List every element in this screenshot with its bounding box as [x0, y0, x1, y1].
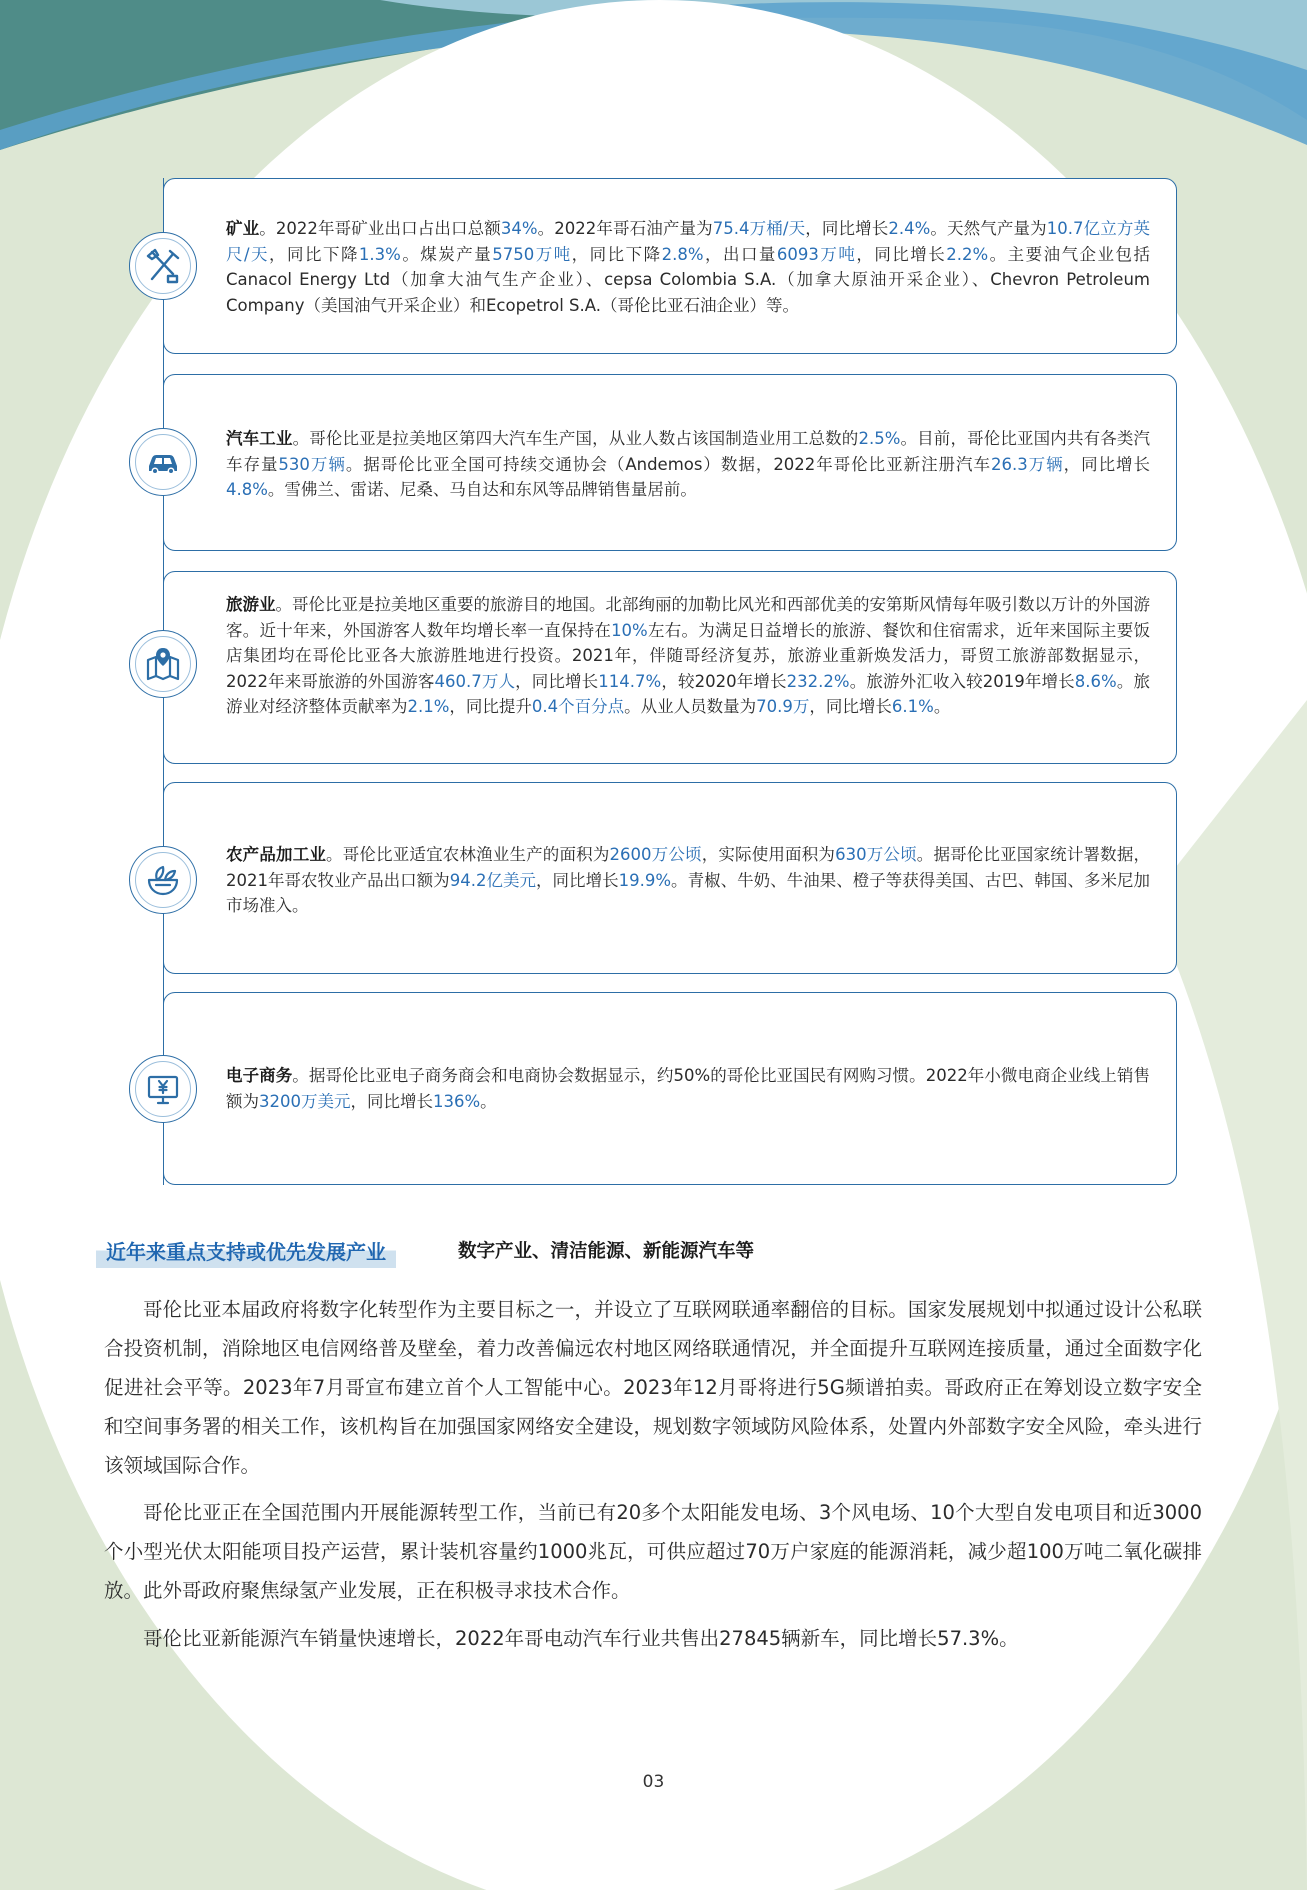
card-ecommerce: [163, 992, 1177, 1185]
card-body: [226, 595, 1150, 716]
highlight-figure: 10.7亿立方英尺/天: [226, 219, 1150, 264]
paragraph-digital: 哥伦比亚本届政府将数字化转型作为主要目标之一，并设立了互联网联通率翻倍的目标。国家发展规划中拟通过设计公私联合投资机制，消除地区电信网络普及壁垒，着力改善偏远农村地区网络联通情况，并全面提升互联网连接质量，通过全面数字化促进社会平等。2023年7月哥宣布建立首个人工智能中心。2023年12月哥将进行5G频谱拍卖。哥政府正在筹划设立数字安全和空间事务署的相关工作，该机构旨在加强国家网络安全建设，规划数字领域防风险体系，处置内外部数字安全风险，牵头进行该领域国际合作。: [104, 1298, 1202, 1477]
card-body-text: 。: [933, 697, 951, 716]
highlight-figure: 6.1%: [891, 697, 934, 716]
highlight-figure: 26.3万辆: [990, 454, 1064, 474]
highlight-figure: 10%: [611, 620, 648, 640]
card-automotive: [163, 374, 1177, 551]
paragraph-ev: 哥伦比亚新能源汽车销量快速增长，2022年哥电动汽车行业共售出27845辆新车，同比增长57.3%。: [143, 1627, 1019, 1650]
card-tourism: [163, 571, 1177, 764]
card-body-text: ，同比下降: [269, 244, 359, 264]
highlight-figure: 2600万公顷: [609, 845, 702, 864]
page-number: 03: [642, 1772, 665, 1792]
card-body-text: 。青椒、牛奶、牛油果、橙子等获得美国、古巴、韩国、多米尼加市场准入。: [226, 870, 1151, 915]
section-value: 数字产业、清洁能源、新能源汽车等: [458, 1241, 755, 1262]
card-body-text: ，同比下降: [571, 244, 662, 264]
card-body-text: 。2022年哥石油产量为: [537, 219, 713, 238]
highlight-figure: 2.8%: [661, 244, 704, 264]
highlight-figure: 630万公顷: [835, 845, 917, 864]
card-body-text: 。哥伦比亚是拉美地区第四大汽车生产国，从业人数占该国制造业用工总数的: [292, 429, 859, 448]
highlight-figure: 2.1%: [407, 697, 450, 716]
card-body-text: ，实际使用面积为: [701, 845, 836, 864]
card-body-text: 。从业人员数量为: [624, 697, 757, 716]
card-body-text: ，同比增长: [515, 671, 599, 691]
card-body-text: ，出口量: [703, 244, 777, 264]
card-body-text: ，同比提升: [449, 697, 532, 716]
highlight-figure: 0.4个百分点: [531, 697, 625, 716]
highlight-figure: 75.4万桶/天: [712, 219, 806, 238]
highlight-figure: 530万辆: [278, 454, 346, 474]
section-label: 近年来重点支持或优先发展产业: [96, 1236, 396, 1268]
highlight-figure: 2.4%: [888, 219, 931, 238]
card-body: [226, 219, 1150, 315]
card-body-text: 左右。为满足日益增长的旅游、餐饮和住宿需求，近年来国际主要饭店集团均在哥伦比亚各大旅游胜地进行投资。2021年，伴随哥经济复苏，旅游业重新焕发活力，哥贸工旅游部数据显示，2022年来哥旅游的外国游客: [226, 620, 1151, 691]
monitor-yen-icon: [129, 1055, 197, 1123]
highlight-figure: 136%: [433, 1091, 481, 1111]
card-agro-processing: [163, 782, 1177, 974]
card-body-text: ，同比增长: [809, 697, 892, 716]
card-title: 矿业: [226, 219, 260, 238]
card-body-text: 。目前，哥伦比亚国内共有各类汽车存量: [226, 429, 1151, 474]
paragraph-energy: 哥伦比亚正在全国范围内开展能源转型工作，当前已有20多个太阳能发电场、3个风电场、10个大型自发电项目和近3000个小型光伏太阳能项目投产运营，累计装机容量约1000兆瓦，可供应超过70万户家庭的能源消耗，减少超100万吨二氧化碳排放。此外哥政府聚焦绿氢产业发展，正在积极寻求技术合作。: [104, 1501, 1202, 1602]
highlight-figure: 4.8%: [226, 480, 268, 499]
map-pin-icon: [129, 630, 197, 698]
card-text: [226, 216, 1150, 318]
card-body-text: 。据哥伦比亚全国可持续交通协会（Andemos）数据，2022年哥伦比亚新注册汽车: [345, 454, 991, 474]
highlight-figure: 5750万吨: [492, 244, 572, 264]
card-text: [226, 842, 1150, 919]
highlight-figure: 34%: [500, 219, 538, 238]
card-title: 农产品加工业: [226, 845, 327, 864]
highlight-figure: 70.9万: [756, 697, 810, 716]
card-text: [226, 1063, 1150, 1114]
card-mining: [163, 178, 1177, 354]
card-body-text: 。据哥伦比亚电子商务商会和电商协会数据显示，约50%的哥伦比亚国民有网购习惯。2022年小微电商企业线上销售额为: [226, 1066, 1150, 1111]
highlight-figure: 19.9%: [618, 870, 672, 890]
card-body: [226, 1066, 1150, 1111]
mining-tools-icon: [129, 232, 197, 300]
card-body-text: 。旅游业对经济整体贡献率为: [226, 671, 1150, 716]
highlight-figure: 460.7万人: [434, 671, 516, 691]
card-title: 电子商务: [226, 1066, 293, 1085]
card-body-text: ，同比增长: [350, 1091, 433, 1111]
card-body: [226, 845, 1150, 915]
card-body-text: 。据哥伦比亚国家统计署数据，2021年哥农牧业产品出口额为: [226, 845, 1151, 890]
card-body-text: 。旅游外汇收入较2019年增长: [849, 671, 1075, 691]
highlight-figure: 94.2亿美元: [449, 870, 537, 890]
card-body-text: ，同比增长: [536, 870, 619, 890]
card-text: [226, 426, 1150, 503]
card-body-text: 。雪佛兰、雷诺、尼桑、马自达和东风等品牌销售量居前。: [267, 480, 697, 499]
leaf-basket-icon: [129, 846, 197, 914]
highlight-figure: 114.7%: [598, 671, 662, 691]
card-body-text: 。: [480, 1091, 497, 1111]
card-body-text: ，同比增长: [1063, 454, 1151, 474]
card-body-text: 。主要油气企业包括Canacol Energy Ltd（加拿大油气生产企业）、cepsa Colombia S.A.（加拿大原油开采企业）、Chevron Petroleum Company（美国油气开采企业）和Ecopetrol S.A.（哥伦比亚石油企业）等。: [226, 244, 1151, 315]
card-title: 汽车工业: [226, 429, 293, 448]
highlight-figure: 2.5%: [858, 429, 901, 448]
card-body-text: ，较2020年增长: [661, 671, 787, 691]
card-body: [226, 429, 1150, 499]
card-body-text: 。煤炭产量: [400, 244, 493, 264]
highlight-figure: 2.2%: [946, 244, 989, 264]
card-body-text: 。哥伦比亚适宜农林渔业生产的面积为: [326, 845, 610, 864]
highlight-figure: 8.6%: [1074, 671, 1117, 691]
highlight-figure: 232.2%: [786, 671, 850, 691]
card-body-text: ，同比增长: [856, 244, 947, 264]
card-body-text: 。天然气产量为: [930, 219, 1047, 238]
highlight-figure: 3200万美元: [259, 1091, 351, 1111]
card-body-text: 。2022年哥矿业出口占出口总额: [259, 219, 501, 238]
card-title: 旅游业: [226, 595, 276, 614]
card-body-text: ，同比增长: [805, 219, 889, 238]
card-body-text: 。哥伦比亚是拉美地区重要的旅游目的地国。北部绚丽的加勒比风光和西部优美的安第斯风情每年吸引数以万计的外国游客。近十年来，外国游客人数年均增长率一直保持在: [226, 595, 1150, 640]
highlight-figure: 6093万吨: [776, 244, 857, 264]
card-text: [226, 592, 1150, 720]
car-icon: [129, 428, 197, 496]
highlight-figure: 1.3%: [358, 244, 401, 264]
